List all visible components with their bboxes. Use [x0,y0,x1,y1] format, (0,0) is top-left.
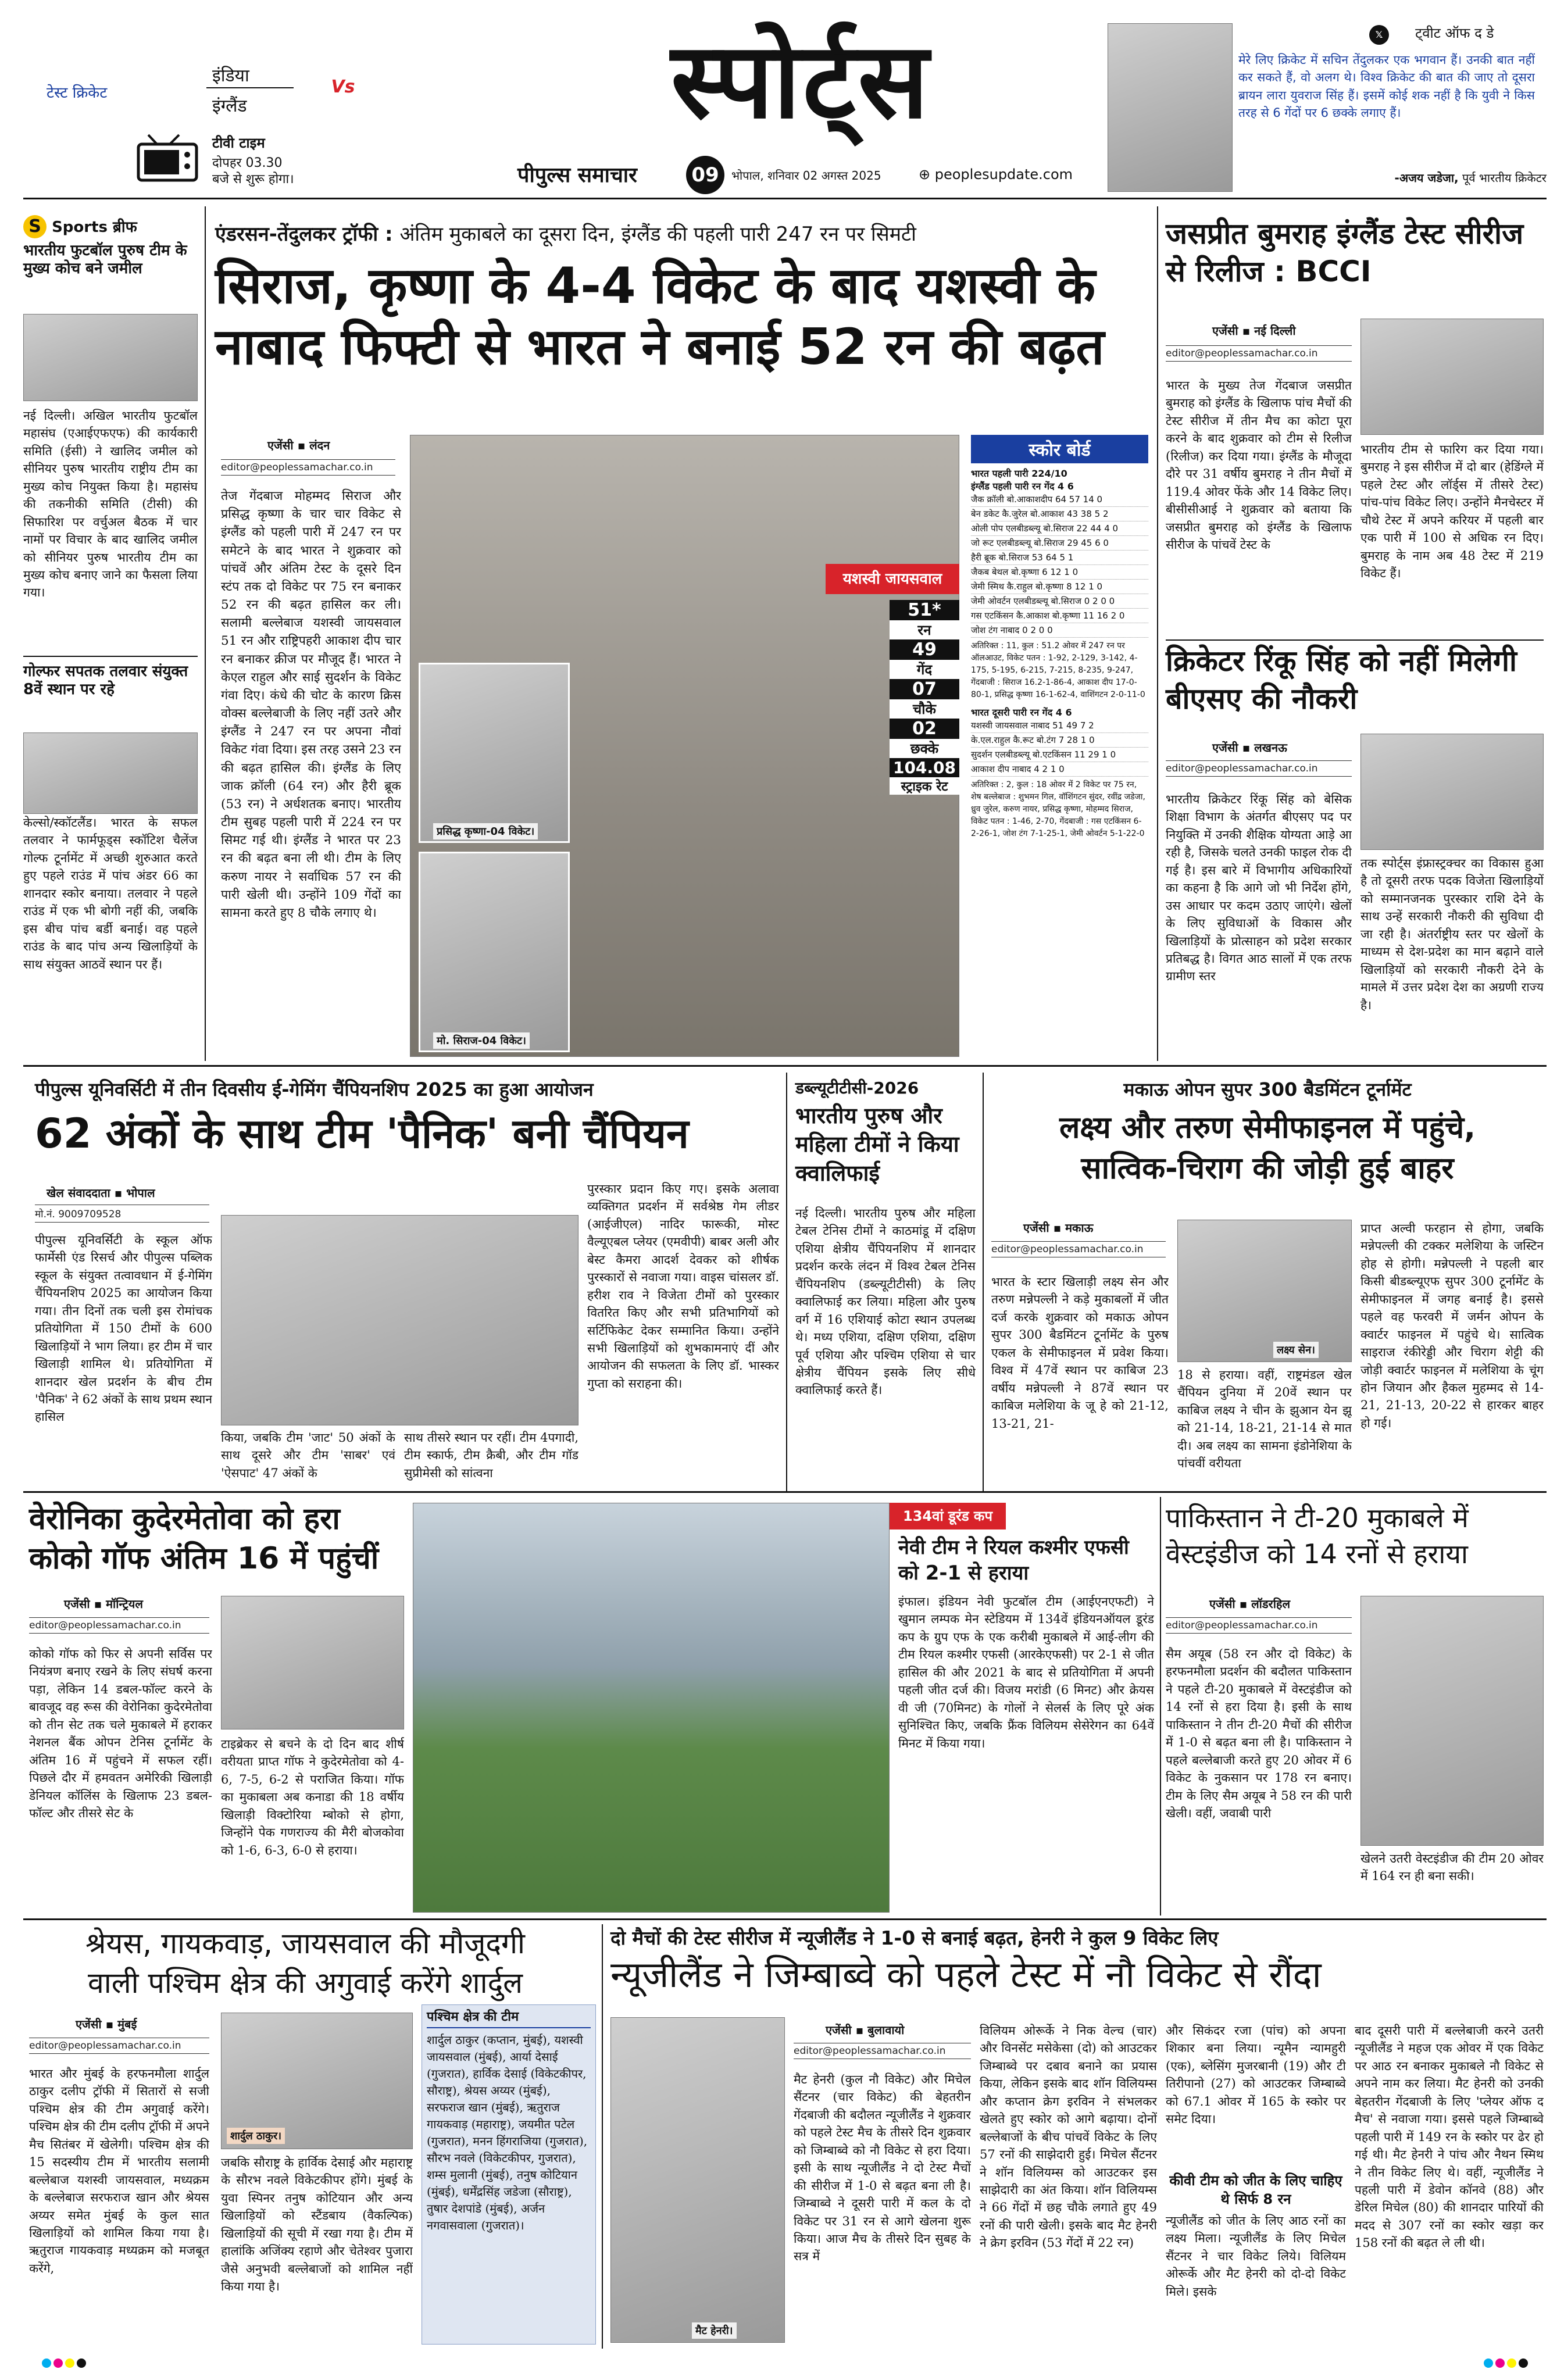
scoreboard-rows-1 [971,492,1148,638]
globe-icon: ⊕ [919,166,935,183]
divider [206,87,294,88]
section-rule [23,1491,1547,1493]
x-icon: 𝕏 [1369,25,1389,45]
bumrah-body-1: भारत के मुख्य तेज गेंदबाज जसप्रीत बुमराह को इंग्लैंड के खिलाफ पांच मैचों की टेस्ट सीरीज में तीन मैच का कोटा पूरा करने के बाद शुक्रवार को टीम से रिलीज (रिलीज) कर दिया गया। इंग्लैंड के मौजूदा दौरे पर 31 वर्षीय बुमराह ने तीन मैचों में 119.4 ओवर फेंके और 14 विकेट लिए। बीसीसीआई ने शुक्रवार को बताया कि जसप्रीत बुमराह को इंग्लैंड के खिलाफ सीरीज के पांचवें टेस्ट के [1166,378,1352,552]
rinku-body-2: तक स्पोर्ट्स इंफ्रास्ट्रक्चर का विकास हुआ है तो दूसरी तरफ पदक विजेता खिलाड़ियों को सम्मानजनक पुरस्कार राशि देने के साथ उन्हें सरकारी नौकरी की सुविधा दी जा रही है। अंतर्राष्ट्रीय स्तर पर खेलों के माध्यम से देश-प्रदेश का मान बढ़ाने वाले खिलाड़ियों को सरकारी नौकरी देने के मामले में उत्तर प्रदेश देश का अग्रणी राज्य है। [1360,856,1544,1012]
macau-headline: लक्ष्य और तरुण सेमीफाइनल में पहुंचे, सात्विक-चिराग की जोड़ी हुई बाहर [1059,1110,1476,1187]
wtt-headline: भारतीय पुरुष और महिला टीमों ने किया क्वालिफाई [795,1103,959,1186]
west-zone-squad-box [422,2004,596,2345]
shardul-body-2: जबकि सौराष्ट्र के हार्विक देसाई और महाराष्ट्र के सौरभ नवले विकेटकीपर होंगे। मुंबई के युवा स्पिनर तनुष कोटियान और अन्य खिलाड़ियों को स्टैंडबाय (वैकल्पिक) खिलाड़ियों की सूची में रखा गया है। टीम में हालांकि अजिंक्य रहाणे और चेतेश्वर पुजारा जैसे अनुभवी बल्लेबाजों को शामिल नहीं किया गया है। [221,2156,413,2294]
print-colour-strip [23,2354,1547,2372]
column-rule [1157,206,1158,1061]
rinku-headline: क्रिकेटर रिंकू सिंह को नहीं मिलेगी बीएसए की नौकरी [1166,644,1517,716]
photo-caption-siraj: मो. सिराज-04 विकेट। [433,1032,530,1049]
dateline: भोपाल, शनिवार 02 अगस्त 2025 [731,169,881,183]
photo-caption-krishna: प्रसिद्ध कृष्णा-04 विकेट। [433,823,538,839]
photo-caption-lakshya: लक्ष्य सेन। [1273,1342,1319,1358]
brief-label: S Sports ब्रीफ [23,215,198,238]
section-rule [23,1918,1547,1920]
tv-note: बजे से शुरू होगा। [212,172,294,187]
section-rule [23,1065,1547,1067]
score-row: जेमी ओवर्टन एलबीडब्ल्यू बो.सिराज 0 2 0 0 [971,594,1148,609]
photo-caption-shardul: शार्दुल ठाकुर। [227,2128,285,2144]
score-row: के.एल.राहुल कै.रूट बो.टंग 7 28 1 0 [971,733,1148,748]
brief-body-2: केल्सो/स्कॉटलैंड। भारत के सफल तलवार ने फार्मफूड्स स्कॉटिश चैलेंज गोल्फ टूर्नामेंट में अच्छी शुरुआत करते हुए पहले राउंड में पांच अंडर 66 का शानदार स्कोर बनाया। तलवार ने पहले राउंड में एक भी बोगी नहीं की, जबकि इस बीच पांच बर्डी बनाई। वह पहले राउंड के बाद पांच अन्य खिलाड़ियों के साथ संयुक्त आठवें स्थान पर हैं। [23,816,198,971]
esports-body-photo: किया, जबकि टीम 'जाट' 50 अंकों के साथ दूसरे और टीम 'साबर' एवं 'ऐसपाट' 47 अंकों के [221,1431,395,1480]
paper-name: पीपुल्स समाचार [517,163,637,187]
shardul-headline: श्रेयस, गायकवाड़, जायसवाल की मौजूदगी वाली पश्चिम क्षेत्र की अगुवाई करेंगे शार्दुल [85,1927,525,2000]
column-rule [786,1073,787,1491]
macau-body-2: 18 से हराया। वहीं, राष्ट्रमंडल खेल चैंपियन दुनिया में 20वें स्थान पर काबिज लक्ष्य ने चीन के झुआन येन झू को 21-14, 18-21, 21-14 से मात दी। अब लक्ष्य का सामना इंडोनेशिया के पांचवीं वरीयता [1177,1368,1352,1471]
rinku-byline: एजेंसी ▪ लखनऊ [1212,741,1287,755]
shardul-body-1: भारत और मुंबई के हरफनमौला शार्दुल ठाकुर दलीप ट्रॉफी में सितारों से सजी पश्चिम क्षेत्र की टीम अगुवाई करेंगे। पश्चिम क्षेत्र की टीम दलीप ट्रॉफी में अपने मैच सितंबर में खेलेगी। पश्चिम क्षेत्र की 15 सदस्यीय टीम में भारतीय सलामी बल्लेबाज यशस्वी जायसवाल, मध्यक्रम के बल्लेबाज सरफराज खान और श्रेयस अय्यर समेत मुंबई के कुल सात खिलाड़ियों को शामिल किया गया है। ऋतुराज गायकवाड़ मध्यक्रम को मजबूत करेंगे, [29,2067,209,2275]
sapthak-talwar-photo [23,732,198,814]
column-rule [1160,1497,1161,1916]
nz-headline: न्यूजीलैंड ने जिम्बाब्वे को पहले टेस्ट में नौ विकेट से रौंदा [610,1953,1322,1996]
lead-kicker: एंडरसन-तेंदुलकर ट्रॉफी : अंतिम मुकाबले का दूसरा दिन, इंग्लैंड की पहली पारी 247 रन पर सिमटी [215,223,916,246]
divider [1166,639,1544,641]
team1: इंडिया [212,66,249,86]
lead-headline: सिराज, कृष्णा के 4-4 विकेट के बाद यशस्वी के नाबाद फिफ्टी से भारत ने बनाई 52 रन की बढ़त [215,257,1105,376]
masthead-title-box [584,17,1017,145]
macau-email: editor@peoplessamachar.co.in [991,1241,1166,1257]
column-rule [602,1924,603,2349]
score-row: गस एटकिंसन कै.आकाश बो.कृष्णा 11 16 2 0 [971,609,1148,623]
esports-byline: खेल संवाददाता ▪ भोपाल [47,1186,155,1200]
pakistan-byline: एजेंसी ▪ लॉडरहिल [1209,1597,1291,1611]
esports-kicker: पीपुल्स यूनिवर्सिटी में तीन दिवसीय ई-गेमिंग चैंपियनशिप 2025 का हुआ आयोजन [35,1078,594,1100]
nz-kicker: दो मैचों की टेस्ट सीरीज में न्यूजीलैंड ने 1-0 से बनाई बढ़त, हेनरी ने कुल 9 विकेट लिए [610,1927,1219,1949]
tv-time: दोपहर 03.30 [212,156,283,170]
esports-contact: मो.नं. 9009709528 [35,1205,209,1223]
gauff-byline: एजेंसी ▪ मॉन्ट्रियल [64,1597,143,1611]
column-rule [205,206,206,1061]
prasidh-krishna-photo [419,663,570,843]
nz-body-2: विलियम ओरूर्के ने निक वेल्च (चार) और विनसेंट मसेकेसा (दो) को आउटकर जिम्बाब्वे पर दबाव बनाने का प्रयास किया, लेकिन इसके बाद शॉन विलियम्स और कप्तान क्रेग इरविन ने संभलकर खेलते हुए स्कोर को आगे बढ़ाया। दोनों बल्लेबाजों के बीच पांचवें विकेट के लिए 57 रनों की साझेदारी हुई। मिचेल सैंटनर ने शॉन विलियम्स को आउटकर इस साझेदारी का अंत किया। शॉन विलियम्स ने 66 गेंदों में छह चौके लगाते हुए 49 रनों की पारी खेली। इसके बाद मैट हेनरी ने क्रेग इरविन (53 गेंदों में 22 रन) [980,2024,1157,2250]
esports-body-3: पुरस्कार प्रदान किए गए। इसके अलावा व्यक्तिगत प्रदर्शन में सर्वश्रेष्ठ गेम लीडर (आईजीएल) नादिर फारूकी, मोस्ट वैल्यूएबल प्लेयर (एमवीपी) बाबर अली और बेस्ट कैमरा आदर्श देवकर को शीर्षक पुरस्कारों से नवाजा गया। वाइस चांसलर डॉ. हरीश राव ने विजेता टीमों को पुरस्कार वितरित किए और सभी प्रतिभागियों को सर्टिफिकेट देकर सम्मानित किया। उन्होंने सभी खिलाड़ियों को शुभकामनाएं दीं और आयोजन की सफलता के लिए डॉ. भास्कर गुप्ता को सराहना की। [587,1182,779,1391]
lead-byline: एजेंसी ▪ लंदन [267,438,330,452]
macau-body-1: भारत के स्टार खिलाड़ी लक्ष्य सेन और तरुण मन्नेपल्ली ने कड़े मुकाबलों में जीत दर्ज करके शुक्रवार को मकाऊ ओपन सुपर 300 बैडमिंटन टूर्नामेंट के पुरुष एकल के सेमीफाइनल में प्रवेश किया। विश्व में 47वें स्थान पर काबिज 23 वर्षीय मन्नेपल्ली ने 87वें स्थान पर काबिज मलेशिया के जू हे को 21-12, 13-21, 21- [991,1275,1169,1431]
nz-email: editor@peoplessamachar.co.in [794,2043,971,2059]
gauff-body-2: टाइब्रेकर से बचने के दो दिन बाद शीर्ष वरीयता प्राप्त गॉफ ने कुदेरमेतोवा को 4-6, 7-5, 6-2 से पराजित किया। गॉफ का मुकाबला अब कनाडा की 18 वर्षीय खिलाड़ी विक्टोरिया म्बोको से होगा, जिन्होंने पेक गणराज्य की मैरी बोजकोवा को 1-6, 6-3, 6-0 से हराया। [221,1737,404,1857]
ajay-jadeja-photo [1108,23,1233,192]
nz-body-4: न्यूजीलैंड को जीत के लिए आठ रनों का लक्ष्य मिला। न्यूजीलैंड के लिए मिचेल सैंटनर ने चार विकेट लिये। विलियम ओरूर्के और मैट हेनरी को दो-दो विकेट मिले। इसके [1166,2214,1346,2299]
bumrah-body-2: भारतीय टीम से फारिग कर दिया गया। बुमराह ने इस सीरीज में दो बार (हेडिंग्ले में पहले टेस्ट और लॉर्ड्स में तीसरे टेस्ट) पांच-पांच विकेट लिए। उन्होंने मैनचेस्टर में चौथे टेस्ट में अपने करियर में पहली बार एक पारी में 100 से अधिक रन दिए। बुमराह के नाम अब 48 टेस्ट में 219 विकेट हैं। [1360,442,1544,581]
score-row: सुदर्शन एलबीडब्ल्यू बो.एटकिंसन 11 29 1 0 [971,748,1148,762]
squad-list: शार्दुल ठाकुर (कप्तान, मुंबई), यशस्वी जायसवाल (मुंबई), आर्या देसाई (गुजरात), हार्विक देसाई (विकेटकीपर, सौराष्ट्र), श्रेयस अय्यर (मुंबई), सरफराज खान (मुंबई), ऋतुराज गायकवाड़ (महाराष्ट्र), जयमीत पटेल (गुजरात), मनन हिंगराजिया (गुजरात), सौरभ नवले (विकेटकीपर, गुजरात), शम्स मुलानी (मुंबई), तनुष कोटियान (मुंबई), धर्मेंद्रसिंह जडेजा (सौराष्ट्र), तुषार देशपांडे (मुंबई), अर्जन नगवासवाला (गुजरात)। [427,2033,588,2233]
lakshya-sen-photo [1177,1220,1352,1362]
score-row: आकाश दीप नाबाद 4 2 1 0 [971,762,1148,777]
score-row: जैकब बेथल बो.कृष्णा 6 12 1 0 [971,565,1148,580]
bumrah-byline: एजेंसी ▪ नई दिल्ली [1212,324,1296,338]
bumrah-photo [1360,319,1544,435]
macau-body-3: प्राप्त अल्वी फरहान से होगा, जबकि मन्नेपल्ली की टक्कर मलेशिया के जस्टिन होह से होगी। मन्नेपल्ली ने पहली बार किसी बीडब्ल्यूएफ सुपर 300 टूर्नामेंट के सेमीफाइनल में जगह बनाई है। इससे पहले वह फरवरी में जर्मन ओपन के क्वार्टर फाइनल में पहुंचे थे। सात्विक साइराज रंकीरेड्डी और चिराग शेट्टी की जोड़ी क्वार्टर फाइनल में मलेशिया के चूंग होन जियान और हैकल मुहम्मद से 14-21, 21-13, 20-22 से हारकर बाहर हो गई। [1360,1221,1544,1430]
pakistan-email: editor@peoplessamachar.co.in [1166,1617,1352,1634]
team2: इंग्लैंड [212,96,247,116]
batting-stats: 51* रन 49 गेंद 07 चौके 02 छक्के 104.08 स्ट्राइक रेट [890,600,959,795]
macau-byline: एजेंसी ▪ मकाऊ [1023,1221,1094,1235]
nz-body-3: और सिकंदर रजा (पांच) को अपना शिकार बना लिया। न्यूमैन न्यामहुरी (एक), ब्लेसिंग मुजरबानी (19) और टी तिरीपानो (27) को आउटकर जिम्बाब्वे को 67.1 ओवर में 165 के स्कोर पर समेट दिया। [1166,2024,1346,2127]
shardul-email: editor@peoplessamachar.co.in [29,2038,209,2054]
nz-body-5: बाद दूसरी पारी में बल्लेबाजी करने उतरी न्यूजीलैंड ने महज एक ओवर में एक विकेट पर आठ रन बनाकर मुकाबले नौ विकेट से अपने नाम कर लिया। मैट हेनरी को उनकी बेहतरीन गेंदबाजी के लिए 'प्लेयर ऑफ द मैच' से नवाजा गया। इससे पहले जिम्बाब्वे पहली पारी में 149 रन के स्कोर पर ढेर हो गई थी। मैट हेनरी ने पांच और नैथन स्मिथ ने तीन विकेट लिए थे। वहीं, न्यूजीलैंड ने पहली पारी में डेवोन कॉनवे (88) और डेरिल मिचेल (80) की शानदार पारियों की मदद से 307 रनों का स्कोर खड़ा कर 158 रनों की बढ़त ले ली थी। [1355,2024,1544,2250]
score-row: जोश टंग नाबाद 0 2 0 0 [971,623,1148,638]
durand-headline: नेवी टीम ने रियल कश्मीर एफसी को 2-1 से हराया [898,1536,1129,1585]
series-label: टेस्ट क्रिकेट [47,84,108,102]
lead-body: तेज गेंदबाज मोहम्मद सिराज और प्रसिद्ध कृष्णा के चार चार विकेट से इंग्लैंड को पहली पारी में 247 रन पर समेटने के बाद भारत ने शुक्रवार को पांचवें और अंतिम टेस्ट के दूसरे दिन स्टंप तक दो विकेट पर 75 रन बनाकर 52 रन की बढ़त हासिल कर ली। सलामी बल्लेबाज यशस्वी जायसवाल 51 रन और राष्ट्रिपहरी आकाश दीप चार रन बनाकर क्रीज पर मौजूद हैं। भारत ने केएल राहुल और साई सुदर्शन के विकेट गंवा दिए। कंधे की चोट के कारण क्रिस वोक्स बल्लेबाजी के लिए नहीं उतरे और इंग्लैंड ने 247 रन पर अपना नौवां विकेट गंवा दिया। इस तरह उसने 23 रन की बढ़त हासिल की। इंग्लैंड के लिए जाक क्रॉली (64 रन) और हैरी ब्रूक (53 रन) ने अर्धशतक बनाए। भारतीय टीम सुबह पहली पारी में 224 रन पर सिमट गई थी। इंग्लैंड ने भारत पर 23 रन की बढ़त बना ली थी। टीम के लिए करुण नायर ने सर्वाधिक 57 रन की पारी खेली थी। उन्होंने 109 गेंदों का सामना करते हुए 8 चौके लगाए थे। [221,489,401,920]
scoreboard: स्कोर बोर्ड भारत पहली पारी 224/10 इंग्लैंड पहली पारी रन गेंद 4 6 जैक क्रॉली बो.आकाशदीप 64 57 14 0 बेन डकेट कै.जुरेल बो.आकाश 43 38 5 2 ओली पोप एलबीडब्ल्यू बो.सिराज 22 44 4 0 जो रूट एलबीडब्ल्यू बो.सिराज 29 45 6 0 हैरी ब्रूक बो.सिराज 53 64 5 1 जैकब बेथल बो.कृष्णा 6 12 1 0 जेमी स्मिथ कै.राहुल बो.कृष्णा 8 12 1 0 जेमी ओवर्टन एलबीडब्ल्यू बो.सिराज 0 2 0 0 गस एटकिंसन कै.आकाश बो.कृष्णा 11 16 2 0 जोश टंग नाबाद 0 2 0 0 अतिरिक्त : 11, कुल : 51.2 ओवर में 247 रन पर ऑलआउट, विकेट पतन : 1-92, 2-129, 3-142, 4-175, 5-195, 6-215, 7-215, 8-235, 9-247, गेंदबाजी : सिराज 16.2-1-86-4, आकाश दीप 17-0-80-1, प्रसिद्ध कृष्णा 16-1-62-4, वाशिंगटन 2-0-11-0 भारत दूसरी पारी रन गेंद 4 6 यशस्वी जायसवाल नाबाद 51 49 7 2 के.एल.राहुल कै.रूट बो.टंग 7 28 1 0 सुदर्शन एलबीडब्ल्यू बो.एटकिंसन 11 29 1 0 आकाश दीप नाबाद 4 2 1 0 अतिरिक्त : 2, कुल : 18 ओवर में 2 विकेट पर 75 रन, शेष बल्लेबाज : शुभमन गिल, वॉशिंगटन सुंदर, रवींद्र जडेजा, ध्रुव जुरेल, करुण नायर, प्रसिद्ध कृष्णा, मोहम्मद सिराज, विकेट पतन : 1-46, 2-70, गेंदबाजी : गस एटकिंसन 6-2-26-1, जोश टंग 7-1-25-1, जेमी ओवर्टन 5-1-22-0 [971,435,1148,1060]
nz-subhead: कीवी टीम को जीत के लिए चाहिए थे सिर्फ 8 रन [1169,2172,1342,2208]
wtt-body: नई दिल्ली। भारतीय पुरुष और महिला टेबल टेनिस टीमों ने काठमांडू में दक्षिण एशिया क्षेत्रीय चैंपियनशिप में शानदार प्रदर्शन करके लंदन में विश्व टेबल टेनिस चैंपियनशिप (डब्ल्यूटीटीसी) के लिए क्वालिफाई कर लिया। महिला और पुरुष वर्ग में 16 एशियाई कोटा स्थान उपलब्ध थे। मध्य एशिया, दक्षिण एशिया, दक्षिण पूर्व एशिया और पश्चिम एशिया से चार क्षेत्रीय चैंपियन इसके लिए सीधे क्वालिफाई करते हैं। [795,1206,976,1398]
tweet-text: मेरे लिए क्रिकेट में सचिन तेंदुलकर एक भगवान हैं। उनकी बात नहीं कर सकते हैं, वो अलग थे। विश्व क्रिकेट की बात की जाए तो दूसरा ब्रायन लारा युवराज सिंह हैं। इसमें कोई शक नहीं है कि युवी ने किस तरह से 6 गेंदों पर 6 छक्के लगाए हैं। [1238,53,1535,120]
score-row: ओली पोप एलबीडब्ल्यू बो.सिराज 22 44 4 0 [971,521,1148,536]
tweet-author: -अजय जडेजा, पूर्व भारतीय क्रिकेटर [1394,171,1547,185]
siraj-photo [419,852,570,1052]
scoreboard-title: स्कोर बोर्ड [971,435,1148,463]
tweet-header: 𝕏 ट्वीट ऑफ द डे [1369,23,1544,47]
page-title: स्पोर्ट्स [670,20,931,142]
page-number: 09 [686,156,724,194]
gauff-headline: वेरोनिका कुदेरमेतोवा को हरा कोको गॉफ अंतिम 16 में पहुंचीं [29,1502,379,1576]
rinku-photo [1360,734,1544,850]
masthead-rule [23,198,1547,199]
score-row: जो रूट एलबीडब्ल्यू बो.सिराज 29 45 6 0 [971,536,1148,551]
website-link[interactable]: ⊕ peoplesupdate.com [919,166,1073,183]
pakistan-headline: पाकिस्तान ने टी-20 मुकाबले में वेस्टइंडीज को 14 रनों से हराया [1166,1502,1469,1570]
nz-byline: एजेंसी ▪ बुलावायो [826,2023,905,2037]
bumrah-email: editor@peoplessamachar.co.in [1166,345,1352,362]
vs-badge: Vs [326,70,360,105]
matt-henry-photo [610,2017,785,2343]
divider [23,656,198,657]
khalid-jamil-photo [23,314,198,401]
bumrah-headline: जसप्रीत बुमराह इंग्लैंड टेस्ट सीरीज से रिलीज : BCCI [1166,217,1524,288]
durand-cup-photo [413,1503,890,1913]
column-rule [983,1073,984,1491]
wtt-kicker: डब्ल्यूटीटीसी-2026 [795,1078,919,1098]
score-row: यशस्वी जायसवाल नाबाद 51 49 7 2 [971,719,1148,733]
esports-headline: 62 अंकों के साथ टीम 'पैनिक' बनी चैंपियन [35,1110,689,1157]
score-row: जेमी स्मिथ कै.राहुल बो.कृष्णा 8 12 1 0 [971,580,1148,594]
rinku-email: editor@peoplessamachar.co.in [1166,760,1352,777]
esports-winners-photo [221,1215,578,1425]
durand-badge: 134वां डूरंड कप [890,1503,1006,1530]
brief-headline-2: गोल्फर सपतक तलवार संयुक्त 8वें स्थान पर रहे [23,663,188,699]
saim-ayub-photo [1360,1596,1544,1846]
coco-gauff-photo [221,1596,404,1729]
tv-icon [134,134,203,186]
brief-body: नई दिल्ली। अखिल भारतीय फुटबॉल महासंघ (एआईएफएफ) की कार्यकारी समिति (ईसी) ने खालिद जमील को सीनियर पुरुष भारतीय राष्ट्रीय टीम का मुख्य कोच नियुक्त किया है। महासंघ की तकनीकी समिति (टीसी) की सिफारिश पर वर्चुअल बैठक में चार नामों पर विचार के बाद खालिद जमील को सीनियर पुरुष भारतीय टीम का मुख्य कोच बनाए जाने का फैसला लिया गया। [23,409,198,600]
lead-email: editor@peoplessamachar.co.in [221,459,395,476]
macau-kicker: मकाऊ ओपन सुपर 300 बैडमिंटन टूर्नामेंट [1123,1078,1412,1100]
photo-caption-henry: मैट हेनरी। [692,2322,737,2339]
gauff-email: editor@peoplessamachar.co.in [29,1617,209,1634]
pakistan-body: सैम अयूब (58 रन और दो विकेट) के हरफनमौला प्रदर्शन की बदौलत पाकिस्तान ने पहले टी-20 मुकाबले में वेस्टइंडीज को 14 रनों से हरा दिया है। इसी के साथ पाकिस्तान ने तीन टी-20 मैचों की सीरीज में 1-0 से बढ़त बना ली है। पाकिस्तान ने पहले बल्लेबाजी करते हुए 20 ओवर में 6 विकेट के नुकसान पर 178 रन बनाए। टीम के लिए सैम अयूब ने 58 रन की पारी खेली। वहीं, जवाबी पारी [1166,1647,1352,1820]
esports-body-2: साथ तीसरे स्थान पर रहीं। टीम 4पगादी, टीम स्कार्फ, टीम क्रैबी, और टीम गॉड सुप्रीमेसी को सांत्वना [404,1431,578,1480]
gauff-body-1: कोको गॉफ को फिर से अपनी सर्विस पर नियंत्रण बनाए रखने के लिए संघर्ष करना पड़ा, लेकिन 14 डबल-फॉल्ट करने के बावजूद वह रूस की वेरोनिका कुदेरमेतोवा को तीन सेट तक चले मुकाबले में हराकर नेशनल बैंक ओपन टेनिस टूर्नामेंट के अंतिम 16 में पहुंचने में सफल रहीं। पिछले दौर में हमवतन अमेरिकी खिलाड़ी डेनियल कॉलिंस के खिलाफ 23 डबल-फॉल्ट और तीसरे सेट के [29,1647,212,1820]
score-row: बेन डकेट कै.जुरेल बो.आकाश 43 38 5 2 [971,507,1148,521]
pakistan-body-2: खेलने उतरी वेस्टइंडीज की टीम 20 ओवर में 164 रन ही बना सकी। [1360,1852,1544,1884]
photo-name-tag: यशस्वी जायसवाल [826,564,959,594]
squad-title: पश्चिम क्षेत्र की टीम [427,2010,591,2028]
score-row: हैरी ब्रूक बो.सिराज 53 64 5 1 [971,551,1148,565]
durand-body: इंफाल। इंडियन नेवी फुटबॉल टीम (आईएनएफटी) ने खुमान लम्पक मेन स्टेडियम में 134वें इंडियनऑयल डूरंड कप के ग्रुप एफ के एक करीबी मुकाबले में आई-लीग की टीम रियल कश्मीर एफसी (आरकेएफसी) पर 2-1 से जीत हासिल की और 2021 के बाद से प्रतियोगिता में अपनी पहली जीत दर्ज की। विजय मरांडी (6 मिनट) और क्रेयस वी जी (70मिनट) के गोलों ने सेलर्स के लिए पूरे अंक सुनिश्चित किए, जबकि फ्रैंक विलियम सेसेरेगन का 64वें मिनट में किया गया। [898,1595,1154,1750]
esports-body-1: पीपुल्स यूनिवर्सिटी के स्कूल ऑफ फार्मेसी एंड रिसर्च और पीपुल्स पब्लिक स्कूल के संयुक्त तत्वावधान में ई-गेमिंग चैंपियनशिप 2025 का आयोजन किया गया। तीन दिनों तक चली इस रोमांचक प्रतियोगिता में 150 टीमों के 600 खिलाड़ियों ने भाग लिया। हर टीम में चार खिलाड़ी शामिल थे। प्रतियोगिता में शानदार खेल प्रदर्शन के बीच टीम 'पैनिक' ने 62 अंकों के साथ प्रथम स्थान हासिल [35,1233,212,1424]
brief-headline: भारतीय फुटबॉल पुरुष टीम के मुख्य कोच बने जमील [23,242,187,278]
shardul-byline: एजेंसी ▪ मुंबई [76,2017,137,2031]
rinku-body-1: भारतीय क्रिकेटर रिंकू सिंह को बेसिक शिक्षा विभाग के अंतर्गत बीएसए पद पर नियुक्ति में उनकी शैक्षिक योग्यता आड़े आ रही है, जिसके चलते उनकी फाइल रोक दी गई है। इस बारे में विभागीय अधिकारियों का कहना है कि आगे जो भी निर्देश होंगे, उस आधार पर कदम उठाए जाएंगे। खेलों के लिए सुविधाओं के विकास और खिलाड़ियों के प्रोत्साहन को प्रदेश सरकार प्रतिबद्ध है। विगत आठ सालों में एक तरफ ग्रामीण स्तर [1166,792,1352,984]
score-row: जैक क्रॉली बो.आकाशदीप 64 57 14 0 [971,492,1148,507]
sports-brief [23,215,198,278]
scoreboard-rows-2 [971,719,1148,777]
tv-label: टीवी टाइम [212,135,265,151]
nz-body-1: मैट हेनरी (कुल नौ विकेट) और मिचेल सैंटनर (चार विकेट) की बेहतरीन गेंदबाजी की बदौलत न्यूजीलैंड ने शुक्रवार को पहले टेस्ट मैच के तीसरे दिन शुक्रवार को जिम्बाब्वे को नौ विकेट से हरा दिया। इसी के साथ न्यूजीलैंड ने दो टेस्ट मैचों की सीरीज में 1-0 से बढ़त बना ली है। जिम्बाब्वे ने दूसरी पारी में कल के दो विकेट पर 31 रन से आगे खेलना शुरू किया। आज मैच के तीसरे दिन सुबह के सत्र में [794,2072,971,2264]
